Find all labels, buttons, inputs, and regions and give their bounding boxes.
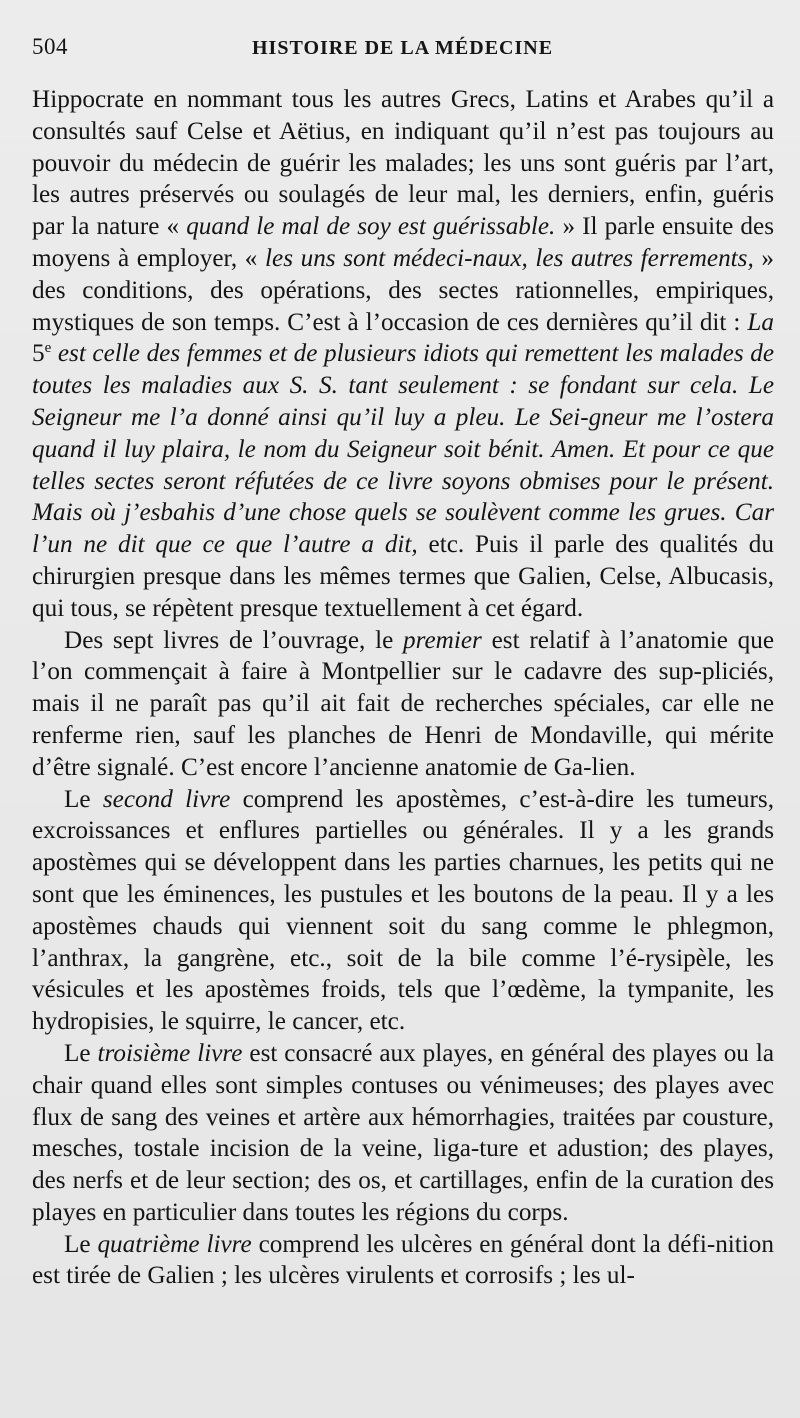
text-segment: comprend les ulcères en général dont la défi-nition est tirée de Galien ; les ulcères virulents et corrosifs ; les ul-: [32, 1230, 774, 1290]
paragraph-5: [32, 1229, 774, 1293]
text-segment: Hippocrate en nommant tous les autres Grecs, Latins et Arabes qu’il a consultés sauf Celse et Aëtius, en indiquant qu’il n’est pas toujours au pouvoir du médecin de guérir les malades; les uns sont guéris par l’art, les autres préservés ou soulagés de leur mal, les derniers, enfin, guéris par la nature «: [32, 86, 774, 241]
text-segment: est relatif à l’anatomie que l’on commençait à faire à Montpellier sur le cadavre des sup-pliciés, mais il ne paraît pas qu’il ait fait de recherches spéciales, car elle ne renferme rien, sauf les planches de Henri de Mondaville, qui mérite d’être signalé. C’est encore l’ancienne anatomie de Ga-lien.: [32, 626, 774, 781]
italic-segment: troisième livre: [97, 1039, 243, 1067]
text-segment: etc. Puis il parle des qualités du chirurgien presque dans les mêmes termes que Galien, Celse, Albucasis, qui tous, se répètent presque textuellement à cet égard.: [32, 531, 774, 622]
italic-segment: est celle des femmes et de plusieurs idiots qui remettent les malades de toutes les maladies aux S. S. tant seulement : se fondant sur cela. Le Seigneur me l’a donné ainsi qu’il luy a pleu. Le Sei-gneur me l’ostera quand il luy plaira, le nom du Seigneur soit bénit. Amen. Et pour ce que telles sectes seront réfutées de ce livre soyons obmises pour le présent. Mais où j’esbahis d’une chose quels se soulèvent comme les grues. Car l’un ne dit que ce que l’autre a dit,: [32, 340, 774, 559]
paragraph-2: [32, 625, 774, 784]
running-title: HISTOIRE DE LA MÉDECINE: [252, 37, 554, 59]
text-segment: Le: [64, 1230, 98, 1258]
italic-segment: les uns sont médeci-naux, les autres ferrements,: [265, 244, 754, 272]
text-segment: 5: [32, 340, 45, 368]
page-number: 504: [32, 34, 68, 59]
paragraph-3: [32, 784, 774, 1038]
text-segment: Le: [64, 1039, 98, 1067]
text-segment: comprend les apostèmes, c’est-à-dire les tumeurs, excroissances et enflures partielles ou générales. Il y a les grands apostèmes qui se développent dans les parties charnues, les petits qui ne sont que les éminences, les pustules et les boutons de la peau. Il y a les apostèmes chauds qui viennent soit du sang comme le phlegmon, l’anthrax, la gangrène, etc., soit de la bile comme l’é-rysipèle, les vésicules et les apostèmes froids, tels que l’œdème, la tympanite, les hydropisies, le squirre, le cancer, etc.: [32, 785, 774, 1036]
italic-segment: quand le mal de soy est guérissable.: [186, 213, 556, 241]
text-segment: » des conditions, des opérations, des sectes rationnelles, empiriques, mystiques de son temps. C’est à l’occasion de ces dernières qu’il dit :: [32, 244, 774, 336]
text-segment: est consacré aux playes, en général des playes ou la chair quand elles sont simples contuses ou vénimeuses; des playes avec flux de sang des veines et artère aux hémorrhagies, traitées par cousture, mesches, tostale incision de la veine, liga-ture et adustion; des playes, des nerfs et de leur section; des os, et cartillages, enfin de la curation des playes en particulier dans toutes les régions du corps.: [32, 1039, 774, 1226]
paragraph-1: [32, 84, 774, 625]
superscript-segment: e: [44, 340, 52, 357]
italic-segment: La: [747, 308, 774, 336]
text-segment: Le: [64, 785, 103, 813]
running-head: [32, 34, 774, 84]
italic-segment: quatrième livre: [97, 1230, 252, 1258]
paragraph-4: [32, 1038, 774, 1229]
italic-segment: premier: [403, 626, 482, 654]
text-segment: » Il parle ensuite des moyens à employer, «: [32, 213, 774, 272]
italic-segment: second livre: [102, 785, 231, 813]
body-text: [32, 84, 774, 1292]
text-segment: Des sept livres de l’ouvrage, le: [64, 626, 404, 654]
